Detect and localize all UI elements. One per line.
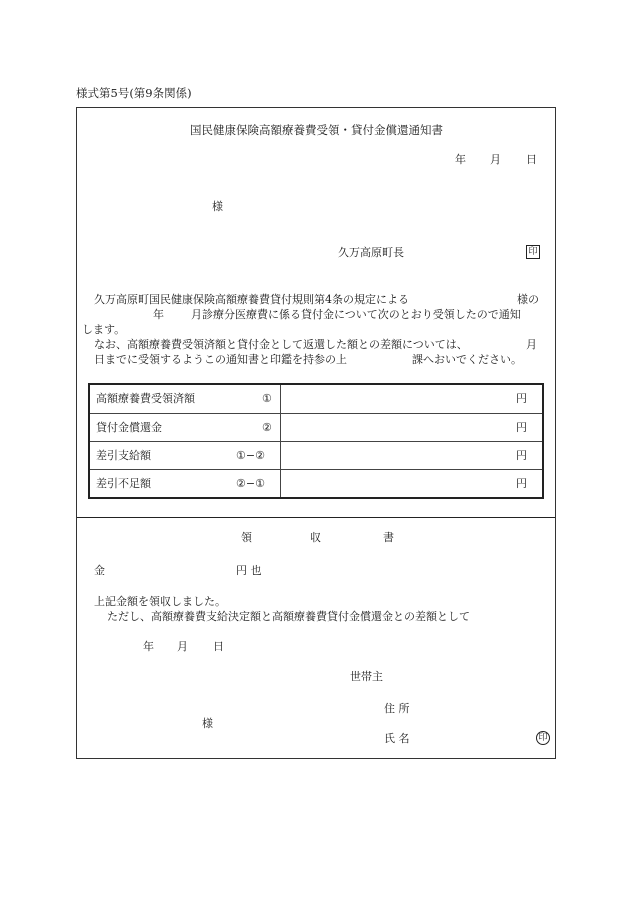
proviso-text: ただし、高額療養費支給決定額と高額療養費貸付金償還金との差額として (107, 610, 470, 623)
amount-suffix: 円 也 (236, 564, 262, 577)
amount-prefix: 金 (94, 564, 105, 577)
amount-table (88, 383, 544, 499)
receipt-title-char: 書 (383, 531, 394, 544)
row-mark: ②−① (236, 477, 265, 490)
row-label: 差引不足額 (96, 477, 151, 490)
body-line-5b: 課へおいでください。 (412, 353, 522, 366)
addressee-honorific: 様 (212, 200, 223, 213)
body-line-5a: 日までに受領するようこの通知書と印鑑を持参の上 (94, 353, 347, 366)
row-mark: ① (262, 392, 272, 405)
row-unit: 円 (516, 421, 527, 434)
notice-title: 国民健康保険高額療養費受領・貸付金償還通知書 (190, 123, 443, 137)
body-line-2a: 年 (153, 308, 164, 321)
row-unit: 円 (516, 477, 527, 490)
receipt-separator (77, 517, 555, 518)
notice-date-month: 月 (490, 153, 501, 166)
name-label: 氏 名 (384, 732, 410, 745)
table-row (90, 441, 542, 470)
receipt-addressee-honorific: 様 (202, 717, 213, 730)
form-number-label: 様式第5号(第9条関係) (76, 86, 192, 100)
body-line-3: します。 (82, 323, 126, 336)
row-unit: 円 (516, 449, 527, 462)
receipt-title-char: 収 (310, 531, 321, 544)
notice-date-year: 年 (455, 153, 466, 166)
receipt-date-month: 月 (177, 640, 188, 653)
row-label: 高額療養費受領済額 (96, 392, 195, 405)
table-row (90, 413, 542, 442)
householder-label: 世帯主 (350, 670, 383, 683)
table-row (90, 385, 542, 414)
body-line-4b: 月 (526, 338, 537, 351)
row-unit: 円 (516, 392, 527, 405)
receipt-date-year: 年 (143, 640, 154, 653)
body-line-1a: 久万高原町国民健康保険高額療養費貸付規則第4条の規定による (94, 293, 409, 306)
issuer-title: 久万高原町長 (338, 246, 404, 259)
receipt-title-char: 領 (241, 531, 252, 544)
notice-date-day: 日 (526, 153, 537, 166)
row-label: 差引支給額 (96, 449, 151, 462)
row-mark: ② (262, 421, 272, 434)
body-line-1b: 様の (517, 293, 539, 306)
issuer-seal: 印 (526, 245, 540, 259)
row-label: 貸付金償還金 (96, 421, 162, 434)
row-mark: ①−② (236, 449, 265, 462)
received-text: 上記金額を領収しました。 (94, 595, 226, 608)
receipt-seal: 印 (536, 731, 550, 745)
body-line-4a: なお、高額療養費受領済額と貸付金として返還した額との差額については、 (94, 338, 468, 351)
address-label: 住 所 (384, 702, 410, 715)
body-line-2b: 月診療分医療費に係る貸付金について次のとおり受領したので通知 (191, 308, 521, 321)
table-row (90, 469, 542, 498)
receipt-date-day: 日 (213, 640, 224, 653)
